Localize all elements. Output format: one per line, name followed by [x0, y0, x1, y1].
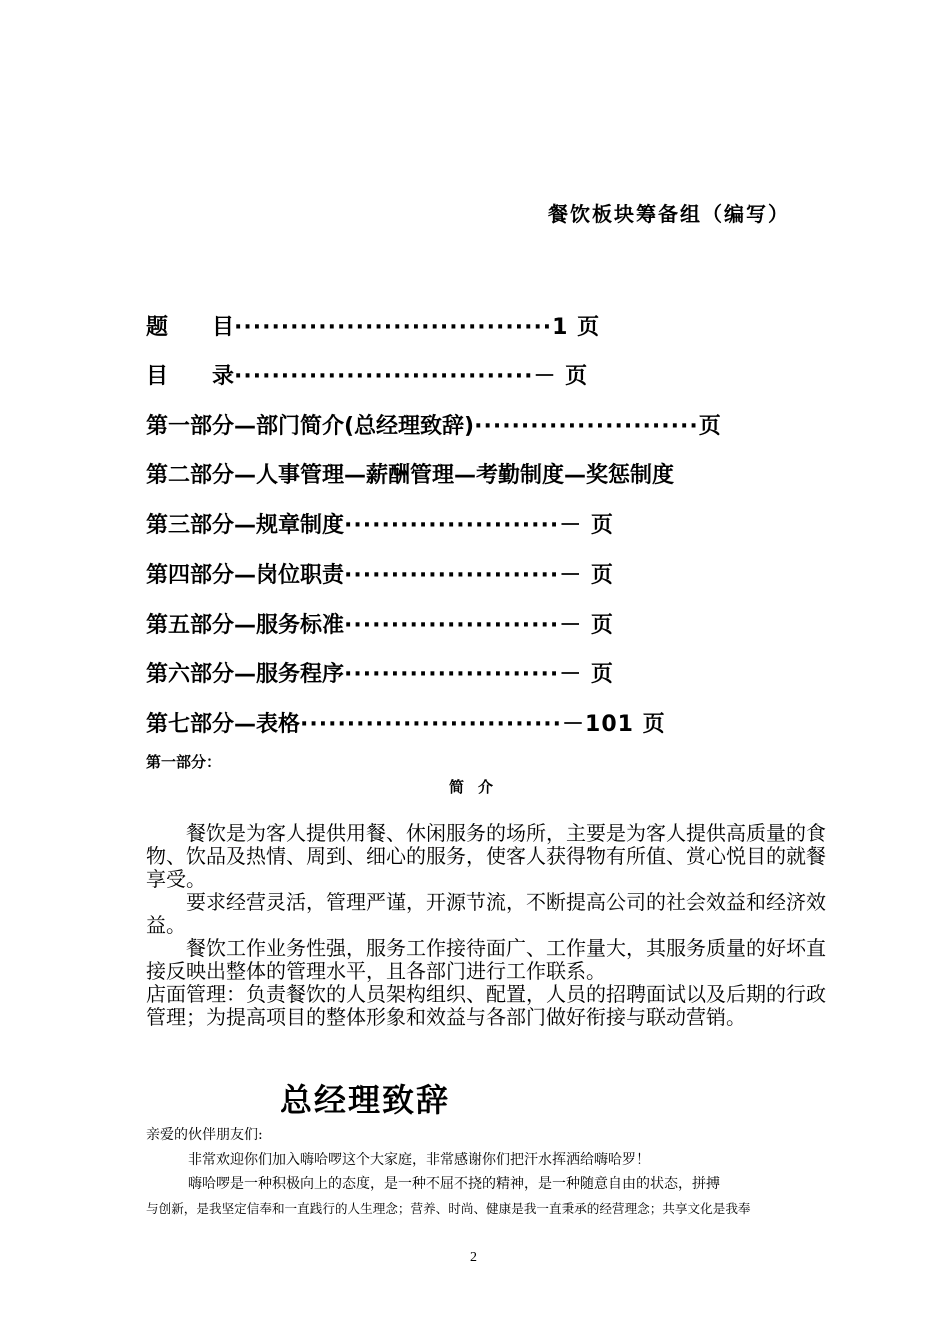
toc-label: 第四部分—岗位职责: [146, 563, 345, 588]
toc-label: 题 目: [146, 315, 235, 340]
author-line: 餐饮板块筹备组（编写）: [548, 202, 790, 226]
toc-entry-part7: [146, 707, 666, 738]
toc-entry-part6: [146, 657, 614, 688]
toc-label: 第一部分—部门简介(总经理致辞): [146, 414, 475, 439]
toc-entry-part4: [146, 558, 614, 589]
toc-entry-part2: [146, 458, 674, 489]
page-number: 2: [470, 1250, 477, 1265]
toc-page: 页: [698, 414, 722, 439]
intro-paragraph: 餐饮工作业务性强，服务工作接待面广、工作量大，其服务质量的好坏直接反映出整体的管理水平，且各部门进行工作联系。: [146, 936, 826, 983]
toc-label: 第五部分—服务标准: [146, 613, 345, 638]
intro-title: 简介: [449, 778, 508, 796]
intro-body: [146, 822, 826, 1029]
toc-entry-part3: [146, 508, 614, 539]
toc-label: 第六部分—服务程序: [146, 662, 345, 687]
letter-line: 非常欢迎你们加入嗨哈啰这个大家庭，非常感谢你们把汗水挥洒给嗨哈罗！: [188, 1152, 650, 1168]
toc-dots: ·······················: [344, 662, 560, 687]
letter-greeting: 亲爱的伙伴朋友们:: [146, 1127, 263, 1143]
toc-page: － 页: [559, 563, 614, 588]
intro-paragraph: 要求经营灵活，管理严谨，开源节流，不断提高公司的社会效益和经济效益。: [146, 890, 826, 937]
toc-label: 目 录: [146, 364, 235, 389]
toc-dots: ································: [234, 364, 534, 389]
gm-speech-title: 总经理致辞: [280, 1081, 451, 1119]
intro-paragraph: 餐饮是为客人提供用餐、休闲服务的场所，主要是为客人提供高质量的食物、饮品及热情、周到、细心的服务，使客人获得物有所值、赏心悦目的就餐享受。: [146, 821, 826, 891]
letter-line: 与创新，是我坚定信奉和一直践行的人生理念；营养、时尚、健康是我一直秉承的经营理念；共享文化是我奉: [146, 1201, 751, 1216]
toc-page: －101 页: [562, 712, 666, 737]
toc-page: － 页: [533, 364, 589, 389]
toc-page: － 页: [559, 662, 614, 687]
toc-entry-title: [146, 310, 600, 341]
toc-entry-contents: [146, 359, 588, 390]
toc-dots: ························: [474, 414, 699, 439]
toc-page: 1 页: [552, 315, 601, 340]
toc-dots: ··································: [234, 315, 553, 340]
toc-label: 第三部分—规章制度: [146, 513, 345, 538]
toc-dots: ·······················: [344, 613, 560, 638]
toc-page: － 页: [559, 513, 614, 538]
intro-paragraph: 店面管理：负责餐饮的人员架构组织、配置，人员的招聘面试以及后期的行政管理；为提高项目的整体形象和效益与各部门做好衔接与联动营销。: [146, 982, 826, 1029]
toc-dots: ·······················: [344, 563, 560, 588]
toc-page: － 页: [559, 613, 614, 638]
toc-dots: ····························: [300, 712, 563, 737]
toc-label: 第七部分—表格: [146, 712, 301, 737]
part-one-heading: 第一部分：: [146, 753, 222, 771]
toc-label: 第二部分—人事管理—薪酬管理—考勤制度—奖惩制度: [146, 463, 675, 488]
toc-entry-part5: [146, 608, 614, 639]
letter-line: 嗨哈啰是一种积极向上的态度，是一种不屈不挠的精神，是一种随意自由的状态，拼搏: [188, 1176, 720, 1192]
toc-entry-part1: [146, 409, 722, 440]
toc-dots: ·······················: [344, 513, 560, 538]
